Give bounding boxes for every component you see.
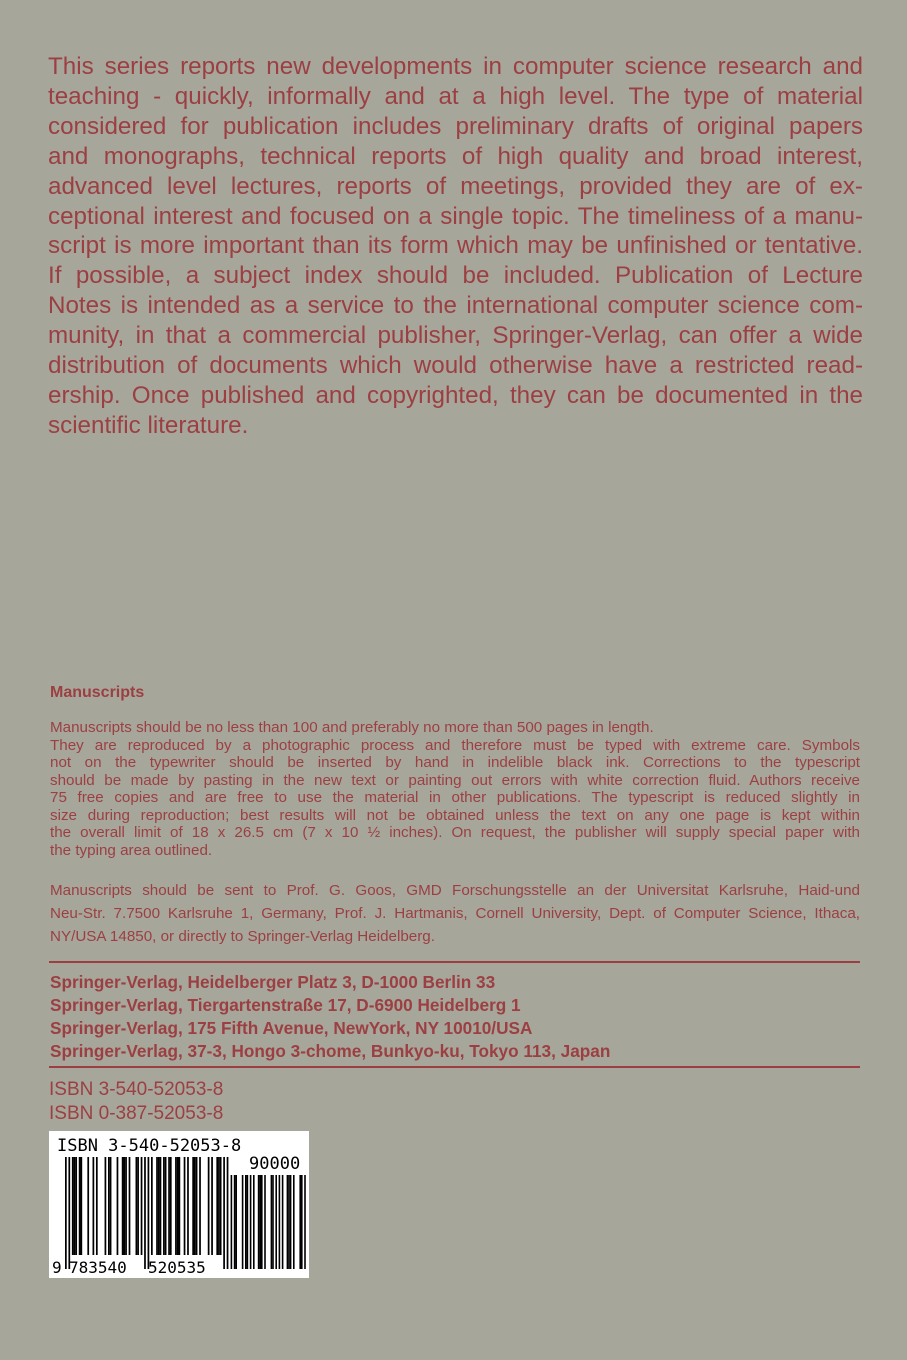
- barcode-bar: [218, 1157, 220, 1255]
- barcode-bar: [96, 1157, 98, 1255]
- description-line: scientific literature.: [48, 411, 249, 439]
- barcode-first-digit: 9: [52, 1258, 62, 1277]
- submission-line: Neu-Str. 7.7500 Karlsruhe 1, Germany, Prof. J. Hartmanis, Cornell University, Dept. of Computer Science, Ithaca,: [50, 905, 860, 923]
- manuscripts-heading: Manuscripts: [50, 684, 145, 701]
- addon-bar: [261, 1175, 263, 1269]
- barcode-bar: [187, 1157, 189, 1255]
- guideline-line: should be made by pasting in the new text or painting out errors with white correction fluid. Authors receive: [50, 771, 860, 789]
- barcode-bar: [179, 1157, 181, 1255]
- barcode-bar: [136, 1157, 138, 1255]
- barcode-bar: [80, 1157, 82, 1255]
- addon-bar: [271, 1175, 273, 1269]
- addon-bar: [253, 1175, 255, 1269]
- barcode-bar: [87, 1157, 89, 1255]
- barcode-bar: [208, 1157, 210, 1255]
- barcode-bar: [93, 1157, 95, 1255]
- guideline-line: 75 free copies and are free to use the material in other publications. The typescript is reduced slightly in: [50, 789, 860, 806]
- addon-bar: [231, 1175, 233, 1269]
- guideline-line: They are reproduced by a photographic process and therefore must be typed with extreme care. Symbols: [50, 736, 860, 754]
- addon-bar: [275, 1175, 277, 1269]
- guideline-line: Manuscripts should be no less than 100 and preferably no more than 500 pages in length.: [50, 719, 654, 736]
- addon-bar: [235, 1175, 237, 1269]
- barcode-graphic: [49, 1131, 309, 1278]
- barcode-bar: [156, 1157, 158, 1255]
- barcode-bar: [170, 1157, 172, 1255]
- divider-top: [49, 961, 860, 963]
- barcode-right-digits: 520535: [148, 1258, 206, 1277]
- addon-bar: [242, 1175, 244, 1269]
- barcode-bar: [184, 1157, 186, 1255]
- guideline-line: not on the typewriter should be inserted by hand in indelible black ink. Corrections to the typescript: [50, 754, 860, 771]
- addon-bar: [279, 1175, 281, 1269]
- addon-bar: [301, 1175, 303, 1269]
- barcode-bar: [72, 1157, 74, 1255]
- description-line: ceptional interest and focused on a single topic. The timeliness of a manu-: [48, 202, 863, 230]
- addon-bar: [234, 1175, 236, 1269]
- barcode-bar: [144, 1157, 146, 1269]
- barcode-bar: [123, 1157, 125, 1255]
- barcode-bar: [227, 1157, 229, 1269]
- addon-bar: [293, 1175, 295, 1269]
- publisher-address: Springer-Verlag, 37-3, Hongo 3-chome, Bunkyo-ku, Tokyo 113, Japan: [50, 1041, 611, 1061]
- description-line: This series reports new developments in computer science research and: [48, 53, 863, 80]
- barcode-bar: [137, 1157, 139, 1255]
- barcode-bar: [105, 1157, 107, 1255]
- manuscripts-submission-address: [50, 879, 860, 949]
- barcode-bar: [125, 1157, 127, 1255]
- addon-bar: [250, 1175, 252, 1269]
- barcode-bar: [141, 1157, 143, 1255]
- isbn-list: [49, 1078, 223, 1126]
- addon-bar: [245, 1175, 247, 1269]
- isbn-barcode: [49, 1131, 309, 1278]
- barcode-bar: [163, 1157, 165, 1255]
- description-line: considered for publication includes preliminary drafts of original papers: [48, 112, 863, 140]
- guideline-line: the typing area outlined.: [50, 841, 213, 859]
- price-addon-bars: [231, 1175, 306, 1269]
- addon-bar: [304, 1175, 306, 1269]
- divider-bottom: [49, 1066, 860, 1068]
- barcode-bar: [68, 1157, 70, 1269]
- publisher-address: Springer-Verlag, 175 Fifth Avenue, NewYork, NY 10010/USA: [50, 1018, 533, 1038]
- description-line: Notes is intended as a service to the international computer science com-: [48, 292, 863, 320]
- barcode-bar: [110, 1157, 112, 1255]
- ean-bars: [65, 1157, 228, 1269]
- addon-bar: [258, 1175, 260, 1269]
- guideline-line: size during reproduction; best results will not be obtained unless the text on any one page is kept within: [50, 806, 860, 824]
- barcode-bar: [148, 1157, 150, 1269]
- barcode-bar: [223, 1157, 225, 1269]
- description-line: ership. Once published and copyrighted, they can be documented in the: [48, 381, 863, 409]
- barcode-bar: [168, 1157, 170, 1255]
- addon-bar: [290, 1175, 292, 1269]
- publisher-addresses: [50, 971, 610, 1063]
- description-line: munity, in that a commercial publisher, Springer-Verlag, can offer a wide: [48, 322, 863, 350]
- barcode-bar: [175, 1157, 177, 1255]
- manuscripts-guidelines: [50, 719, 860, 859]
- barcode-bar: [211, 1157, 213, 1255]
- barcode-bar: [199, 1157, 201, 1255]
- description-line: and monographs, technical reports of high quality and broad interest,: [48, 142, 863, 170]
- barcode-bar: [160, 1157, 162, 1255]
- publisher-address: Springer-Verlag, Heidelberger Platz 3, D-1000 Berlin 33: [50, 972, 496, 992]
- isbn-number: ISBN 0-387-52053-8: [49, 1103, 224, 1124]
- addon-bar: [264, 1175, 266, 1269]
- addon-bar: [299, 1175, 301, 1269]
- barcode-bar: [117, 1157, 119, 1255]
- addon-bar: [287, 1175, 289, 1269]
- barcode-bar: [65, 1157, 67, 1269]
- description-line: If possible, a subject index should be included. Publication of Lecture: [48, 262, 863, 290]
- submission-line: NY/USA 14850, or directly to Springer-Verlag Heidelberg.: [50, 928, 435, 946]
- guideline-line: the overall limit of 18 x 26.5 cm (7 x 10 ½ inches). On request, the publisher will supply special paper with: [50, 824, 860, 841]
- barcode-price-code: 90000: [249, 1154, 301, 1174]
- barcode-bar: [129, 1157, 131, 1255]
- addon-bar: [282, 1175, 284, 1269]
- addon-bar: [259, 1175, 261, 1269]
- addon-bar: [288, 1175, 290, 1269]
- addon-bar: [272, 1175, 274, 1269]
- barcode-bar: [74, 1157, 76, 1255]
- barcode-bar: [216, 1157, 218, 1255]
- barcode-bar: [151, 1157, 153, 1255]
- barcode-bar: [177, 1157, 179, 1255]
- description-line: teaching - quickly, informally and at a high level. The type of material: [48, 82, 863, 110]
- addon-bar: [247, 1175, 249, 1269]
- description-line: script is more important than its form which may be unfinished or tentative.: [48, 232, 863, 260]
- barcode-bar: [192, 1157, 194, 1255]
- barcode-bar: [194, 1157, 196, 1255]
- barcode-bar: [158, 1157, 160, 1255]
- isbn-number: ISBN 3-540-52053-8: [49, 1079, 224, 1100]
- barcode-bar: [122, 1157, 124, 1255]
- barcode-bar: [108, 1157, 110, 1255]
- barcode-bar: [75, 1157, 77, 1255]
- barcode-left-digits: 783540: [69, 1258, 127, 1277]
- series-description: [48, 52, 863, 441]
- barcode-bar: [79, 1157, 81, 1255]
- barcode-isbn-text: ISBN 3-540-52053-8: [57, 1136, 242, 1156]
- description-line: distribution of documents which would otherwise have a restricted read-: [48, 352, 863, 380]
- barcode-bar: [196, 1157, 198, 1255]
- barcode-bar: [220, 1157, 222, 1255]
- barcode-bar: [165, 1157, 167, 1255]
- publisher-address: Springer-Verlag, Tiergartenstraße 17, D-6900 Heidelberg 1: [50, 995, 521, 1015]
- description-line: advanced level lectures, reports of meetings, provided they are of ex-: [48, 172, 863, 200]
- submission-line: Manuscripts should be sent to Prof. G. Goos, GMD Forschungsstelle an der Universitat Karlsruhe, Haid-und: [50, 882, 860, 899]
